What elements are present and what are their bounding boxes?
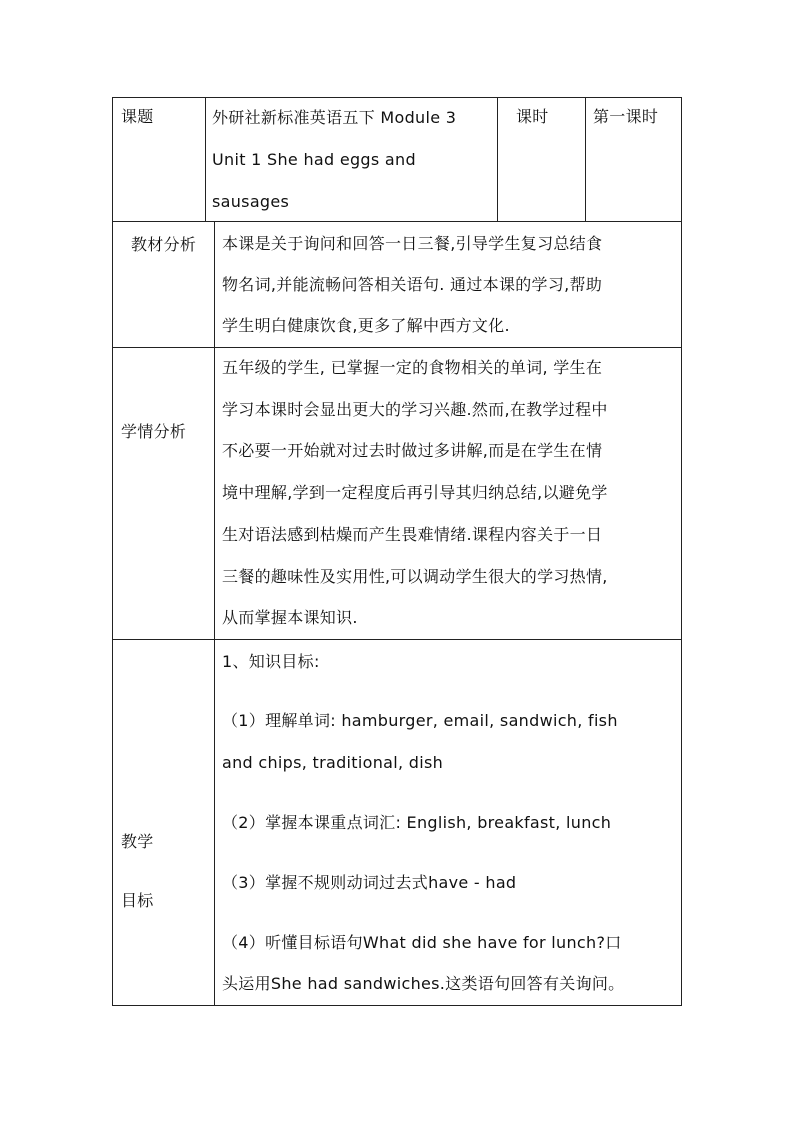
topic-line-3: sausages <box>212 192 290 211</box>
student-analysis-line: 不必要一开始就对过去时做过多讲解,而是在学生在情 <box>222 441 603 460</box>
teaching-goals-line: （1）理解单词: hamburger, email, sandwich, fish <box>222 711 618 730</box>
student-analysis-line: 生对语法感到枯燥而产生畏难情绪.课程内容关于一日 <box>222 525 603 544</box>
topic-line-2: Unit 1 She had eggs and <box>212 150 416 169</box>
column-divider-header-1 <box>205 97 206 222</box>
material-analysis-line: 物名词,并能流畅问答相关语句. 通过本课的学习,帮助 <box>222 275 603 294</box>
row-divider-3 <box>112 639 682 640</box>
table-border-bottom <box>112 1005 682 1006</box>
teaching-goals-line: （4）听懂目标语句What did she have for lunch?口 <box>222 933 622 952</box>
period-label: 课时 <box>516 107 549 126</box>
teaching-goals-line: and chips, traditional, dish <box>222 753 444 772</box>
material-analysis-line: 本课是关于询问和回答一日三餐,引导学生复习总结食 <box>222 234 603 253</box>
topic-label: 课题 <box>121 107 154 126</box>
period-value: 第一课时 <box>593 107 659 126</box>
teaching-goals-label-line-1: 教学 <box>121 832 154 851</box>
student-analysis-line: 从而掌握本课知识. <box>222 608 358 627</box>
teaching-goals-line: （3）掌握不规则动词过去式have - had <box>222 873 517 892</box>
table-border-top <box>112 97 682 98</box>
material-analysis-line: 学生明白健康饮食,更多了解中西方文化. <box>222 316 510 335</box>
student-analysis-line: 学习本课时会显出更大的学习兴趣.然而,在教学过程中 <box>222 400 608 419</box>
column-divider-header-3 <box>585 97 586 222</box>
topic-line-1: 外研社新标准英语五下 Module 3 <box>212 108 457 127</box>
column-divider-header-2 <box>497 97 498 222</box>
teaching-goals-label-line-2: 目标 <box>121 891 154 910</box>
teaching-goals-line: 头运用She had sandwiches.这类语句回答有关询问。 <box>222 974 625 993</box>
teaching-goals-line: （2）掌握本课重点词汇: English, breakfast, lunch <box>222 813 612 832</box>
column-divider-analysis <box>214 221 215 1006</box>
row-divider-1 <box>112 221 682 222</box>
table-border-right <box>681 97 682 1006</box>
teaching-goals-line: 1、知识目标: <box>222 652 320 671</box>
student-analysis-line: 三餐的趣味性及实用性,可以调动学生很大的学习热情, <box>222 567 608 586</box>
student-analysis-label: 学情分析 <box>121 422 187 441</box>
row-divider-2 <box>112 347 682 348</box>
table-border-left <box>112 97 113 1006</box>
student-analysis-line: 五年级的学生, 已掌握一定的食物相关的单词, 学生在 <box>222 358 603 377</box>
student-analysis-line: 境中理解,学到一定程度后再引导其归纳总结,以避免学 <box>222 483 608 502</box>
material-analysis-label: 教材分析 <box>131 235 197 254</box>
